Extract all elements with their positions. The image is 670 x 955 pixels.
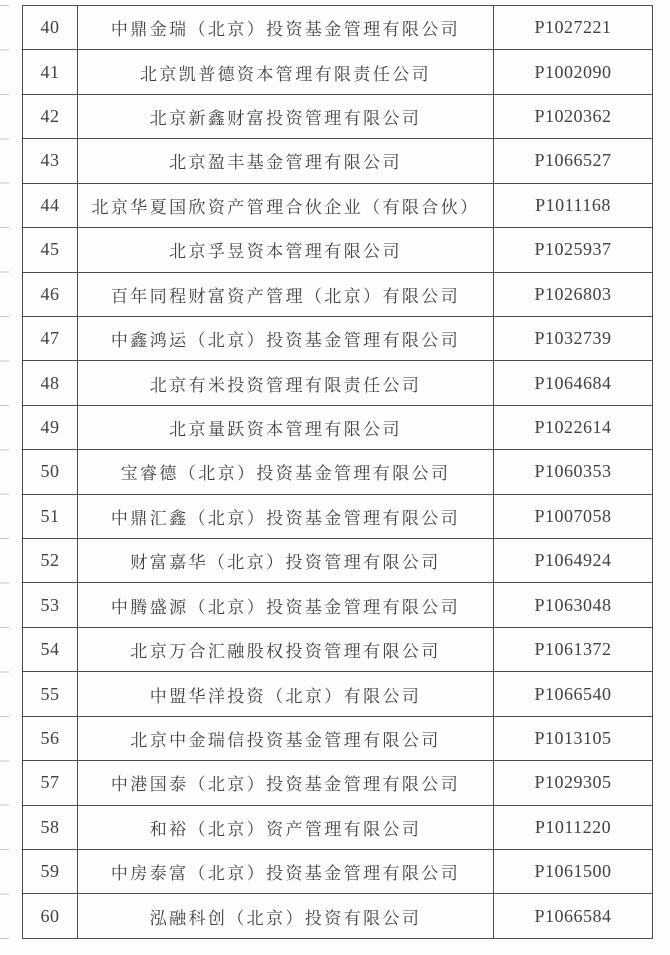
- company-name: 北京中金瑞信投资基金管理有限公司: [78, 717, 494, 761]
- company-name: 泓融科创（北京）投资有限公司: [78, 894, 494, 938]
- registration-code: P1066584: [494, 894, 653, 938]
- registration-code: P1025937: [494, 228, 653, 272]
- company-name: 中盟华洋投资（北京）有限公司: [78, 672, 494, 716]
- company-name: 北京有米投资管理有限责任公司: [78, 361, 494, 405]
- registration-code: P1027221: [494, 6, 653, 50]
- company-name: 中腾盛源（北京）投资基金管理有限公司: [78, 583, 494, 627]
- row-number: 54: [23, 628, 78, 672]
- registration-code: P1007058: [494, 495, 653, 539]
- registration-code: P1011168: [494, 184, 653, 228]
- registration-code: P1020362: [494, 95, 653, 139]
- company-name: 中房泰富（北京）投资基金管理有限公司: [78, 850, 494, 894]
- row-number: 56: [23, 717, 78, 761]
- registration-code: P1066540: [494, 672, 653, 716]
- row-number: 49: [23, 406, 78, 450]
- cropped-rule-stubs: [0, 5, 9, 940]
- registration-code: P1022614: [494, 406, 653, 450]
- registration-code: P1002090: [494, 50, 653, 94]
- registration-code: P1061372: [494, 628, 653, 672]
- registration-code: P1026803: [494, 273, 653, 317]
- company-name: 和裕（北京）资产管理有限公司: [78, 806, 494, 850]
- registration-code: P1064924: [494, 539, 653, 583]
- row-number: 57: [23, 761, 78, 805]
- company-name: 北京凯普德资本管理有限责任公司: [78, 50, 494, 94]
- company-name: 百年同程财富资产管理（北京）有限公司: [78, 273, 494, 317]
- registration-code: P1060353: [494, 450, 653, 494]
- row-number: 45: [23, 228, 78, 272]
- row-number: 50: [23, 450, 78, 494]
- company-name: 中鼎金瑞（北京）投资基金管理有限公司: [78, 6, 494, 50]
- row-number: 59: [23, 850, 78, 894]
- company-name: 中鑫鸿运（北京）投资基金管理有限公司: [78, 317, 494, 361]
- registration-code: P1064684: [494, 361, 653, 405]
- registration-code: P1029305: [494, 761, 653, 805]
- companies-table: [22, 5, 653, 939]
- company-name: 北京孚昱资本管理有限公司: [78, 228, 494, 272]
- row-number: 40: [23, 6, 78, 50]
- row-number: 44: [23, 184, 78, 228]
- row-number: 53: [23, 583, 78, 627]
- company-name: 北京新鑫财富投资管理有限公司: [78, 95, 494, 139]
- row-number: 55: [23, 672, 78, 716]
- company-name: 中港国泰（北京）投资基金管理有限公司: [78, 761, 494, 805]
- row-number: 46: [23, 273, 78, 317]
- registration-code: P1063048: [494, 583, 653, 627]
- company-name: 北京万合汇融股权投资管理有限公司: [78, 628, 494, 672]
- row-number: 58: [23, 806, 78, 850]
- row-number: 51: [23, 495, 78, 539]
- company-name: 北京盈丰基金管理有限公司: [78, 139, 494, 183]
- row-number: 42: [23, 95, 78, 139]
- row-number: 52: [23, 539, 78, 583]
- company-name: 中鼎汇鑫（北京）投资基金管理有限公司: [78, 495, 494, 539]
- registration-code: P1013105: [494, 717, 653, 761]
- company-name: 北京华夏国欣资产管理合伙企业（有限合伙）: [78, 184, 494, 228]
- row-number: 47: [23, 317, 78, 361]
- company-name: 北京量跃资本管理有限公司: [78, 406, 494, 450]
- registration-code: P1061500: [494, 850, 653, 894]
- row-number: 43: [23, 139, 78, 183]
- registration-code: P1066527: [494, 139, 653, 183]
- row-number: 48: [23, 361, 78, 405]
- row-number: 60: [23, 894, 78, 938]
- registration-code: P1032739: [494, 317, 653, 361]
- company-name: 宝睿德（北京）投资基金管理有限公司: [78, 450, 494, 494]
- registration-code: P1011220: [494, 806, 653, 850]
- row-number: 41: [23, 50, 78, 94]
- company-name: 财富嘉华（北京）投资管理有限公司: [78, 539, 494, 583]
